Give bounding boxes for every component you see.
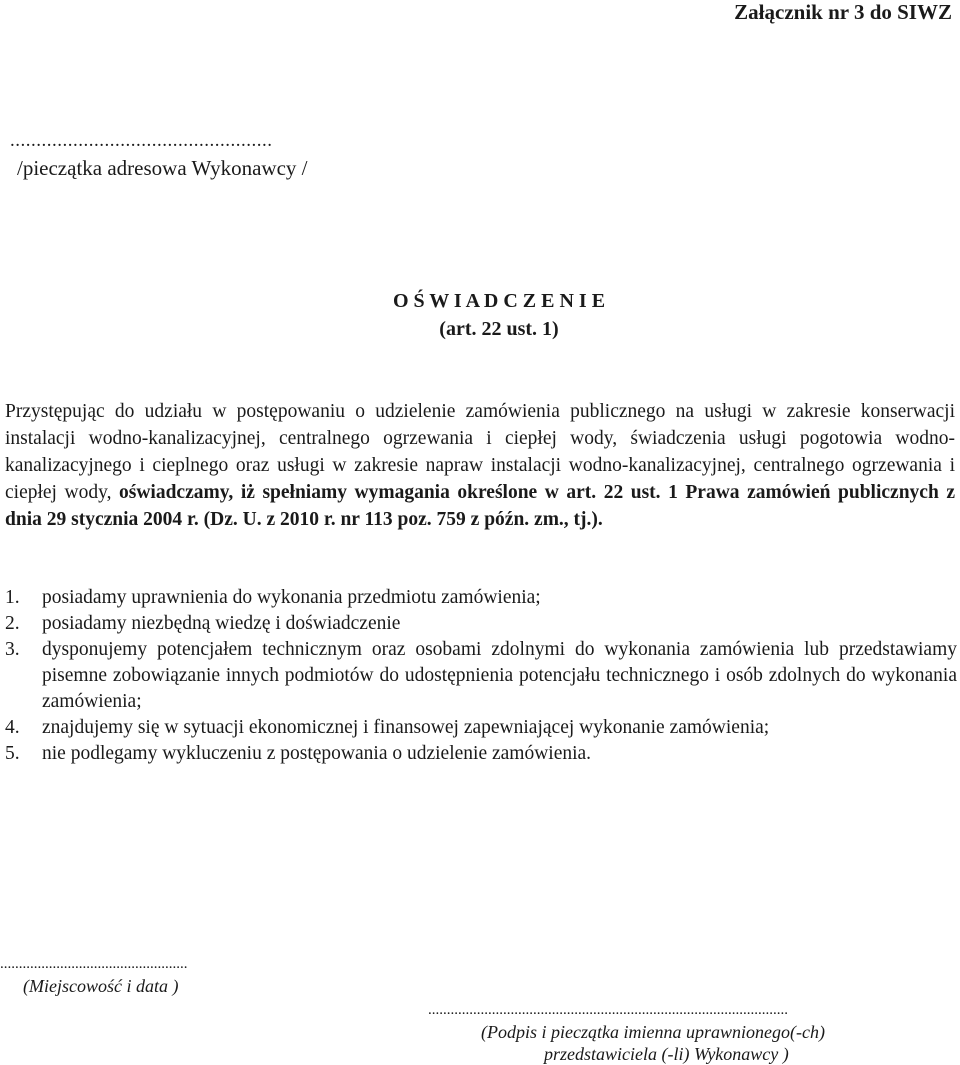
list-item-number: 5. [5,743,20,764]
document-subtitle: (art. 22 ust. 1) [439,318,559,340]
signature-dotted-line: ................................................................................................ [428,1002,788,1018]
signature-caption-line-1: (Podpis i pieczątka imienna uprawnionego(-ch) [481,1022,825,1042]
list-item [5,611,957,637]
place-date-caption: (Miejscowość i data ) [23,976,179,996]
list-item-number: 4. [5,717,20,738]
declaration-statement: oświadczamy, iż spełniamy wymagania określone w art. 22 ust. 1 Prawa zamówień publicznych z dnia 29 stycznia 2004 r. (Dz. U. z 2010 r. nr 113 poz. 759 z późn. zm., tj.). [5,482,955,530]
list-item-number: 3. [5,639,20,660]
document-title: O Ś W I A D C Z E N I E [392,290,606,312]
signature-caption-line-2: przedstawiciela (-li) Wykonawcy ) [544,1044,789,1064]
declaration-intro: Przystępując do udziału w postępowaniu o udzielenie zamówienia publicznego na usługi w zakresie konserwacji instalacji wodno-kanalizacyjnej, centralnego ogrzewania i ciepłej wody, świadczenia usługi pogotowia wodno-kanalizacyjnego i cieplnego oraz usługi w zakresie napraw instalacji wodno-kanalizacyjnej, centralnego ogrzewania i ciepłej wody, [5,401,955,503]
conditions-list [5,585,957,767]
declaration-paragraph [5,398,955,533]
list-item-text: posiadamy uprawnienia do wykonania przedmiotu zamówienia; [42,587,541,608]
stamp-caption: /pieczątka adresowa Wykonawcy / [17,156,308,180]
list-item-number: 1. [5,587,20,608]
list-item-text: dysponujemy potencjałem technicznym oraz osobami zdolnymi do wykonania zamówienia lub przedstawiamy pisemne zobowiązanie innych podmiotów do udostępnienia potencjału technicznego i osób zdolnych do wykonania zamówienia; [42,639,957,712]
list-item [5,741,957,767]
list-item-number: 2. [5,613,20,634]
list-item [5,585,957,611]
place-date-dotted-line: .................................................. [0,956,188,972]
annex-label: Załącznik nr 3 do SIWZ [734,0,952,24]
list-item-text: znajdujemy się w sytuacji ekonomicznej i finansowej zapewniającej wykonanie zamówienia; [42,717,770,738]
list-item-text: nie podlegamy wykluczeniu z postępowania o udzielenie zamówienia. [42,743,592,764]
stamp-dotted-line: .................................................. [10,130,273,151]
list-item [5,637,957,715]
list-item-text: posiadamy niezbędną wiedzę i doświadczenie [42,613,401,634]
list-item [5,715,957,741]
